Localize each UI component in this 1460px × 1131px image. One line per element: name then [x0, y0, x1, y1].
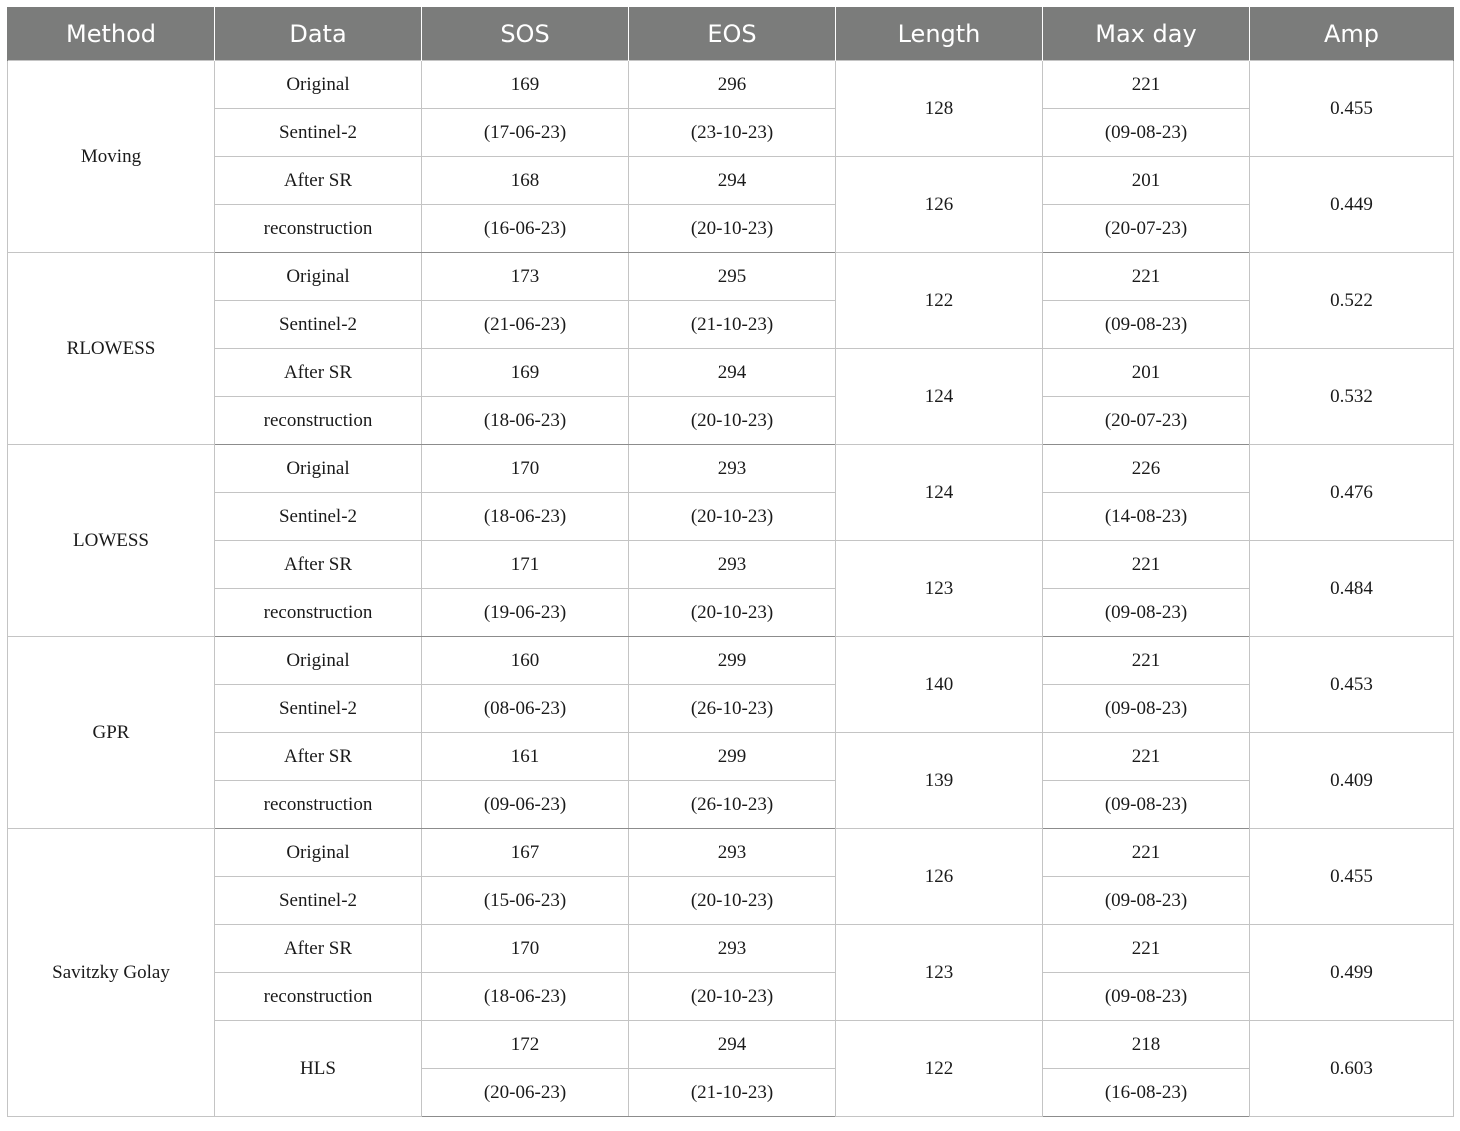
max-day-cell: 201: [1043, 157, 1250, 205]
amp-cell: 0.455: [1250, 61, 1454, 157]
eos-cell: 294: [629, 1021, 836, 1069]
method-cell: Moving: [8, 61, 215, 253]
sos-cell: 173: [422, 253, 629, 301]
table-row: [8, 445, 1454, 493]
sos-cell: 168: [422, 157, 629, 205]
amp-cell: 0.532: [1250, 349, 1454, 445]
sos-cell: 172: [422, 1021, 629, 1069]
header-row: [8, 7, 1454, 61]
phenology-table: [7, 7, 1454, 1117]
max-day-cell: 201: [1043, 349, 1250, 397]
max-day-cell: (09-08-23): [1043, 781, 1250, 829]
length-cell: 124: [836, 349, 1043, 445]
sos-cell: 169: [422, 349, 629, 397]
header-data: Data: [215, 7, 422, 61]
data-cell: After SR: [215, 349, 422, 397]
sos-cell: (18-06-23): [422, 973, 629, 1021]
max-day-cell: 221: [1043, 733, 1250, 781]
sos-cell: (21-06-23): [422, 301, 629, 349]
sos-cell: 169: [422, 61, 629, 109]
data-cell: Original: [215, 445, 422, 493]
max-day-cell: (09-08-23): [1043, 109, 1250, 157]
table-row: [8, 829, 1454, 877]
length-cell: 126: [836, 829, 1043, 925]
header-max-day: Max day: [1043, 7, 1250, 61]
data-cell: After SR: [215, 157, 422, 205]
sos-cell: (19-06-23): [422, 589, 629, 637]
amp-cell: 0.522: [1250, 253, 1454, 349]
eos-cell: 293: [629, 541, 836, 589]
length-cell: 124: [836, 445, 1043, 541]
length-cell: 139: [836, 733, 1043, 829]
table-row: [8, 61, 1454, 109]
max-day-cell: (14-08-23): [1043, 493, 1250, 541]
data-cell: reconstruction: [215, 205, 422, 253]
sos-cell: (18-06-23): [422, 397, 629, 445]
eos-cell: (20-10-23): [629, 493, 836, 541]
sos-cell: 167: [422, 829, 629, 877]
sos-cell: 170: [422, 445, 629, 493]
sos-cell: (15-06-23): [422, 877, 629, 925]
sos-cell: 161: [422, 733, 629, 781]
data-cell: Original: [215, 829, 422, 877]
sos-cell: (16-06-23): [422, 205, 629, 253]
sos-cell: (17-06-23): [422, 109, 629, 157]
eos-cell: 296: [629, 61, 836, 109]
table-row: [8, 493, 1454, 541]
sos-cell: 170: [422, 925, 629, 973]
max-day-cell: (09-08-23): [1043, 877, 1250, 925]
eos-cell: 295: [629, 253, 836, 301]
table-row: [8, 397, 1454, 445]
data-cell: Sentinel-2: [215, 109, 422, 157]
data-cell: Sentinel-2: [215, 685, 422, 733]
eos-cell: (23-10-23): [629, 109, 836, 157]
sos-cell: (20-06-23): [422, 1069, 629, 1117]
table-row: [8, 253, 1454, 301]
max-day-cell: 221: [1043, 253, 1250, 301]
table-row: [8, 973, 1454, 1021]
length-cell: 122: [836, 253, 1043, 349]
table-row: [8, 781, 1454, 829]
eos-cell: (20-10-23): [629, 877, 836, 925]
table-row: [8, 925, 1454, 973]
sos-cell: 171: [422, 541, 629, 589]
data-cell: reconstruction: [215, 781, 422, 829]
table-body: [8, 61, 1454, 1117]
eos-cell: 299: [629, 637, 836, 685]
data-cell: reconstruction: [215, 589, 422, 637]
data-cell: Sentinel-2: [215, 493, 422, 541]
data-cell: After SR: [215, 541, 422, 589]
amp-cell: 0.476: [1250, 445, 1454, 541]
sos-cell: (08-06-23): [422, 685, 629, 733]
table-row: [8, 301, 1454, 349]
max-day-cell: 218: [1043, 1021, 1250, 1069]
data-cell: reconstruction: [215, 973, 422, 1021]
max-day-cell: (09-08-23): [1043, 685, 1250, 733]
max-day-cell: 221: [1043, 61, 1250, 109]
amp-cell: 0.449: [1250, 157, 1454, 253]
eos-cell: (20-10-23): [629, 397, 836, 445]
data-cell: Sentinel-2: [215, 877, 422, 925]
eos-cell: (21-10-23): [629, 301, 836, 349]
max-day-cell: 226: [1043, 445, 1250, 493]
max-day-cell: (20-07-23): [1043, 205, 1250, 253]
length-cell: 123: [836, 925, 1043, 1021]
table-row: [8, 541, 1454, 589]
max-day-cell: 221: [1043, 637, 1250, 685]
eos-cell: 293: [629, 925, 836, 973]
max-day-cell: 221: [1043, 541, 1250, 589]
header-eos: EOS: [629, 7, 836, 61]
length-cell: 123: [836, 541, 1043, 637]
table-row: [8, 733, 1454, 781]
max-day-cell: (09-08-23): [1043, 301, 1250, 349]
max-day-cell: (20-07-23): [1043, 397, 1250, 445]
sos-cell: (18-06-23): [422, 493, 629, 541]
eos-cell: (26-10-23): [629, 685, 836, 733]
eos-cell: 294: [629, 157, 836, 205]
data-cell: Original: [215, 61, 422, 109]
table-row: [8, 205, 1454, 253]
table-row: [8, 109, 1454, 157]
eos-cell: (20-10-23): [629, 973, 836, 1021]
amp-cell: 0.455: [1250, 829, 1454, 925]
table-row: [8, 157, 1454, 205]
amp-cell: 0.603: [1250, 1021, 1454, 1117]
table-row: [8, 1021, 1454, 1069]
table-row: [8, 877, 1454, 925]
table-row: [8, 349, 1454, 397]
length-cell: 128: [836, 61, 1043, 157]
method-cell: LOWESS: [8, 445, 215, 637]
eos-cell: (26-10-23): [629, 781, 836, 829]
max-day-cell: 221: [1043, 925, 1250, 973]
data-cell: After SR: [215, 733, 422, 781]
data-cell: After SR: [215, 925, 422, 973]
amp-cell: 0.453: [1250, 637, 1454, 733]
method-cell: RLOWESS: [8, 253, 215, 445]
eos-cell: 293: [629, 829, 836, 877]
eos-cell: (21-10-23): [629, 1069, 836, 1117]
length-cell: 122: [836, 1021, 1043, 1117]
data-cell: HLS: [215, 1021, 422, 1117]
amp-cell: 0.409: [1250, 733, 1454, 829]
eos-cell: (20-10-23): [629, 589, 836, 637]
header-amp: Amp: [1250, 7, 1454, 61]
method-cell: Savitzky Golay: [8, 829, 215, 1117]
sos-cell: 160: [422, 637, 629, 685]
max-day-cell: (09-08-23): [1043, 589, 1250, 637]
data-cell: Original: [215, 637, 422, 685]
max-day-cell: (09-08-23): [1043, 973, 1250, 1021]
method-cell: GPR: [8, 637, 215, 829]
amp-cell: 0.484: [1250, 541, 1454, 637]
max-day-cell: 221: [1043, 829, 1250, 877]
table-row: [8, 637, 1454, 685]
table-row: [8, 685, 1454, 733]
header-method: Method: [8, 7, 215, 61]
eos-cell: (20-10-23): [629, 205, 836, 253]
length-cell: 140: [836, 637, 1043, 733]
data-cell: Sentinel-2: [215, 301, 422, 349]
eos-cell: 293: [629, 445, 836, 493]
data-cell: Original: [215, 253, 422, 301]
header-length: Length: [836, 7, 1043, 61]
header-sos: SOS: [422, 7, 629, 61]
eos-cell: 299: [629, 733, 836, 781]
eos-cell: 294: [629, 349, 836, 397]
length-cell: 126: [836, 157, 1043, 253]
amp-cell: 0.499: [1250, 925, 1454, 1021]
sos-cell: (09-06-23): [422, 781, 629, 829]
data-cell: reconstruction: [215, 397, 422, 445]
table-row: [8, 589, 1454, 637]
max-day-cell: (16-08-23): [1043, 1069, 1250, 1117]
